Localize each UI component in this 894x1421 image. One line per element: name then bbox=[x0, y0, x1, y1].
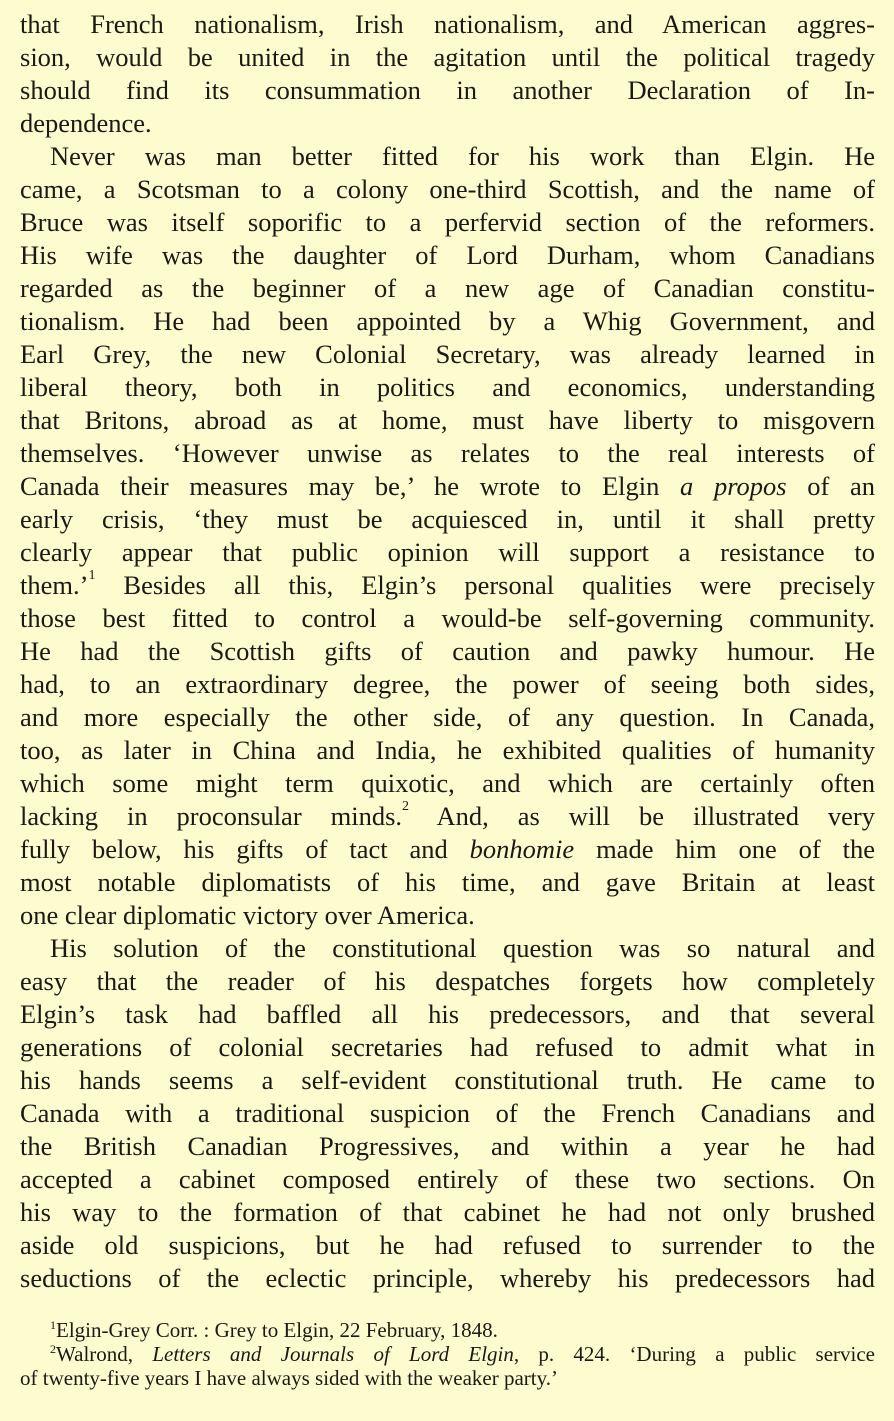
text-run: early crisis, ‘they must be acquiesced in, until it shall pretty bbox=[20, 504, 875, 534]
text-run: Elgin’s task had baffled all his predecessors, and that several bbox=[20, 999, 875, 1029]
text-line bbox=[20, 734, 875, 767]
text-run: He had the Scottish gifts of caution and pawky humour. He bbox=[20, 636, 875, 666]
text-line bbox=[20, 470, 875, 503]
text-run: which some might term quixotic, and which are certainly often bbox=[20, 768, 875, 798]
text-line bbox=[20, 8, 875, 41]
italic-text: bonhomie bbox=[469, 834, 575, 864]
text-run: them.’ bbox=[20, 570, 89, 600]
text-run: of an bbox=[786, 471, 875, 501]
text-run: should find its consummation in another Declaration of In- bbox=[20, 75, 875, 105]
text-line bbox=[20, 866, 875, 899]
text-run: his hands seems a self-evident constitutional truth. He came to bbox=[20, 1065, 875, 1095]
text-run: themselves. ‘However unwise as relates to the real interests of bbox=[20, 438, 875, 468]
text-line bbox=[20, 107, 875, 140]
text-run: Canada their measures may be,’ he wrote to Elgin bbox=[20, 471, 681, 501]
text-line bbox=[20, 1163, 875, 1196]
footnote-line bbox=[20, 1342, 875, 1366]
footnote-marker: 2 bbox=[402, 799, 410, 814]
text-line bbox=[20, 272, 875, 305]
body-text bbox=[20, 8, 875, 1295]
text-run: dependence. bbox=[20, 108, 152, 138]
text-run: Earl Grey, the new Colonial Secretary, was already learned in bbox=[20, 339, 875, 369]
text-run: aside old suspicions, but he had refused to surrender to the bbox=[20, 1230, 875, 1260]
text-run: that French nationalism, Irish nationalism, and American aggres- bbox=[20, 9, 875, 39]
text-line bbox=[20, 1229, 875, 1262]
text-run: His wife was the daughter of Lord Durham, whom Canadians bbox=[20, 240, 875, 270]
text-line bbox=[20, 1262, 875, 1295]
text-run: His solution of the constitutional question was so natural and bbox=[50, 933, 875, 963]
text-run: Walrond, bbox=[56, 1342, 153, 1366]
text-line bbox=[20, 1064, 875, 1097]
text-run: Elgin-Grey Corr. : Grey to Elgin, 22 February, 1848. bbox=[56, 1318, 498, 1342]
text-run: , p. 424. ‘During a public service bbox=[513, 1342, 875, 1366]
text-run: made him one of the bbox=[574, 834, 875, 864]
text-run: Besides all this, Elgin’s personal qualities were precisely bbox=[95, 570, 875, 600]
text-run: had, to an extraordinary degree, the power of seeing both sides, bbox=[20, 669, 875, 699]
text-line bbox=[20, 305, 875, 338]
text-line bbox=[20, 800, 875, 833]
text-line bbox=[20, 41, 875, 74]
text-run: sion, would be united in the agitation until the political tragedy bbox=[20, 42, 875, 72]
text-line bbox=[20, 932, 875, 965]
footnote-line bbox=[20, 1366, 875, 1390]
text-line bbox=[20, 503, 875, 536]
text-line bbox=[20, 965, 875, 998]
text-line bbox=[20, 1031, 875, 1064]
text-run: most notable diplomatists of his time, and gave Britain at least bbox=[20, 867, 875, 897]
text-run: lacking in proconsular minds. bbox=[20, 801, 403, 831]
italic-text: Letters and Journals of Lord Elgin bbox=[152, 1342, 514, 1366]
footnote-marker: 1 bbox=[88, 568, 96, 583]
text-run: Canada with a traditional suspicion of the French Canadians and bbox=[20, 1098, 875, 1128]
text-run: fully below, his gifts of tact and bbox=[20, 834, 470, 864]
text-run: that Britons, abroad as at home, must have liberty to misgovern bbox=[20, 405, 875, 435]
text-line bbox=[20, 371, 875, 404]
text-run: tionalism. He had been appointed by a Whig Government, and bbox=[20, 306, 875, 336]
text-line bbox=[20, 998, 875, 1031]
text-line bbox=[20, 602, 875, 635]
text-line bbox=[20, 173, 875, 206]
italic-text: a propos bbox=[680, 471, 787, 501]
text-line bbox=[20, 701, 875, 734]
text-line bbox=[20, 338, 875, 371]
text-line bbox=[20, 1130, 875, 1163]
text-run: the British Canadian Progressives, and within a year he had bbox=[20, 1131, 875, 1161]
footnotes bbox=[20, 1318, 875, 1390]
text-run: seductions of the eclectic principle, whereby his predecessors had bbox=[20, 1263, 875, 1293]
text-run: Never was man better fitted for his work than Elgin. He bbox=[50, 141, 875, 171]
text-line bbox=[20, 569, 875, 602]
text-run: of twenty-five years I have always sided with the weaker party.’ bbox=[20, 1366, 559, 1390]
text-line bbox=[20, 668, 875, 701]
text-run: Bruce was itself soporific to a perfervid section of the reformers. bbox=[20, 207, 875, 237]
text-line bbox=[20, 635, 875, 668]
text-line bbox=[20, 1196, 875, 1229]
text-run: too, as later in China and India, he exhibited qualities of humanity bbox=[20, 735, 875, 765]
footnote-marker: 1 bbox=[50, 1318, 56, 1332]
text-run: his way to the formation of that cabinet he had not only brushed bbox=[20, 1197, 875, 1227]
text-line bbox=[20, 833, 875, 866]
text-run: one clear diplomatic victory over America. bbox=[20, 900, 475, 930]
text-line bbox=[20, 767, 875, 800]
text-line bbox=[20, 140, 875, 173]
footnote-line bbox=[20, 1318, 875, 1342]
text-line bbox=[20, 206, 875, 239]
text-run: and more especially the other side, of any question. In Canada, bbox=[20, 702, 875, 732]
text-run: liberal theory, both in politics and economics, understanding bbox=[20, 372, 875, 402]
text-line bbox=[20, 536, 875, 569]
text-run: generations of colonial secretaries had refused to admit what in bbox=[20, 1032, 875, 1062]
text-line bbox=[20, 74, 875, 107]
text-run: easy that the reader of his despatches forgets how completely bbox=[20, 966, 875, 996]
text-run: those best fitted to control a would-be self-governing community. bbox=[20, 603, 875, 633]
footnote-marker: 2 bbox=[50, 1342, 56, 1356]
text-line bbox=[20, 1097, 875, 1130]
text-run: came, a Scotsman to a colony one-third Scottish, and the name of bbox=[20, 174, 875, 204]
text-line bbox=[20, 404, 875, 437]
text-run: accepted a cabinet composed entirely of these two sections. On bbox=[20, 1164, 875, 1194]
text-line bbox=[20, 437, 875, 470]
text-line bbox=[20, 899, 875, 932]
text-run: regarded as the beginner of a new age of Canadian constitu- bbox=[20, 273, 875, 303]
text-run: And, as will be illustrated very bbox=[409, 801, 875, 831]
text-run: clearly appear that public opinion will support a resistance to bbox=[20, 537, 875, 567]
text-line bbox=[20, 239, 875, 272]
